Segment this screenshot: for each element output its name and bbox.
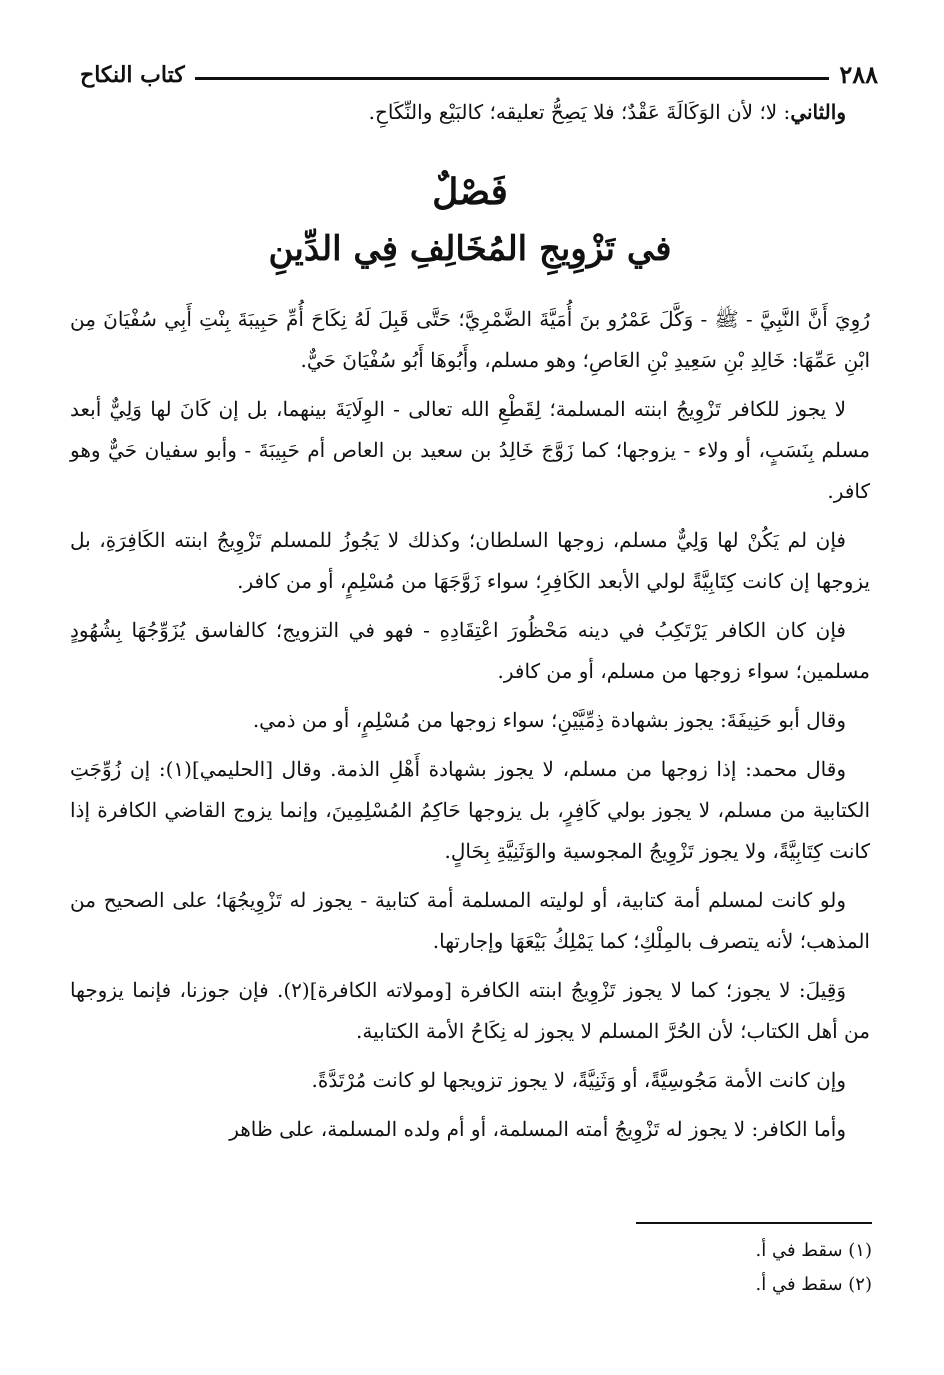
section-heading	[70, 163, 870, 277]
paragraph-1: رُوِيَ أَنَّ النَّبِيَّ - ﷺ - وَكَّلَ عَمْرُو بنَ أُمَيَّةَ الضَّمْرِيَّ؛ حَتَّى قَبِلَ لَهُ نِكَاحَ أُمِّ حَبِيبَةَ بِنْتِ أَبِي سُفْيَانَ مِن ابْنِ عَمِّهَا: خَالِدِ بْنِ سَعِيدِ بْنِ العَاصِ؛ وهو مسلم، وأَبُوهَا أَبُو سُفْيَانَ حَيٌّ.	[70, 307, 870, 372]
section-heading-fasl: فَصْلٌ	[432, 171, 508, 213]
paragraph-5: وقال أبو حَنِيفَةَ: يجوز بشهادة ذِمِّيَّيْنِ؛ سواء زوجها من مُسْلِمٍ، أو من ذمي.	[252, 708, 846, 732]
footnote-1: (١) سقط في أ.	[755, 1240, 872, 1261]
footnote-separator	[636, 1222, 872, 1224]
footnotes	[472, 1236, 872, 1304]
footnote-2: (٢) سقط في أ.	[755, 1274, 872, 1295]
paragraph-10: وأما الكافر: لا يجوز له تَزْوِيجُ أمته المسلمة، أو أم ولده المسلمة، على ظاهر	[229, 1117, 846, 1141]
paragraph-7: ولو كانت لمسلم أمة كتابية، أو لوليته المسلمة أمة كتابية - يجوز له تَزْوِيجُهَا؛ على الصحيح من المذهب؛ لأنه يتصرف بالمِلْكِ؛ كما يَمْلِكُ بَيْعَهَا وإجارتها.	[70, 888, 870, 953]
paragraph-9: وإن كانت الأمة مَجُوسِيَّةً، أو وَثَنِيَّةً، لا يجوز تزويجها لو كانت مُرْتَدَّةً.	[311, 1068, 846, 1092]
paragraph-3: فإن لم يَكُنْ لها وَلِيٌّ مسلم، زوجها السلطان؛ وكذلك لا يَجُوزُ للمسلم تَزْوِيجُ ابنته الكَافِرَةِ، بل يزوجها إن كانت كِتَابِيَّةً لولي الأبعد الكَافِرِ؛ سواء زَوَّجَهَا من مُسْلِمٍ، أو من كافر.	[70, 528, 870, 593]
header-rule	[195, 77, 830, 80]
paragraph-2: لا يجوز للكافر تَزْوِيجُ ابنته المسلمة؛ لِقَطْعِ الله تعالى - الوِلَايَةَ بينهما، بل إن كَانَ لها وَلِيٌّ أبعد مسلم بِنَسَبٍ، أو ولاء - يزوجها؛ كما زَوَّجَ خَالِدُ بن سعيد بن العاص أم حَبِيبَةَ - وأبو سفيان حَيٌّ وهو كافر.	[70, 397, 870, 503]
page-number: ٢٨٨	[839, 60, 878, 89]
section-heading-title: في تَزْوِيجِ المُخَالِفِ فِي الدِّينِ	[268, 229, 672, 269]
intro-text: : لا؛ لأن الوَكَالَةَ عَقْدٌ؛ فلا يَصِحُّ تعليقه؛ كالبَيْع والنِّكَاحِ.	[368, 100, 791, 124]
running-header	[80, 52, 878, 88]
paragraph-8: وَقِيلَ: لا يجوز؛ كما لا يجوز تَزْوِيجُ ابنته الكافرة [ومولاته الكافرة](٢). فإن جوزنا، فإنما يزوجها من أهل الكتاب؛ لأن الحُرَّ المسلم لا يجوز له نِكَاحُ الأمة الكتابية.	[70, 978, 870, 1043]
paragraph-intro	[70, 92, 870, 133]
paragraph-4: فإن كان الكافر يَرْتَكِبُ في دينه مَحْظُورَ اعْتِقَادِهِ - فهو في التزويج؛ كالفاسق يُزَوِّجُهَا بِشُهُودٍ مسلمين؛ سواء زوجها من مسلم، أو من كافر.	[70, 618, 870, 683]
paragraph-6: وقال محمد: إذا زوجها من مسلم، لا يجوز بشهادة أَهْلِ الذمة. وقال [الحليمي](١): إن زُوِّجَتِ الكتابية من مسلم، لا يجوز بولي كَافِرٍ، بل يزوجها حَاكِمُ المُسْلِمِينَ، وإنما يزوج القاضي الكافرة إذا كانت كِتَابِيَّةً، ولا يجوز تَزْوِيجُ المجوسية والوَثَنِيَّةِ بِحَالٍ.	[70, 757, 870, 863]
page-body	[70, 92, 870, 1158]
book-title: كتاب النكاح	[80, 62, 185, 88]
intro-label: والثاني	[790, 100, 846, 124]
